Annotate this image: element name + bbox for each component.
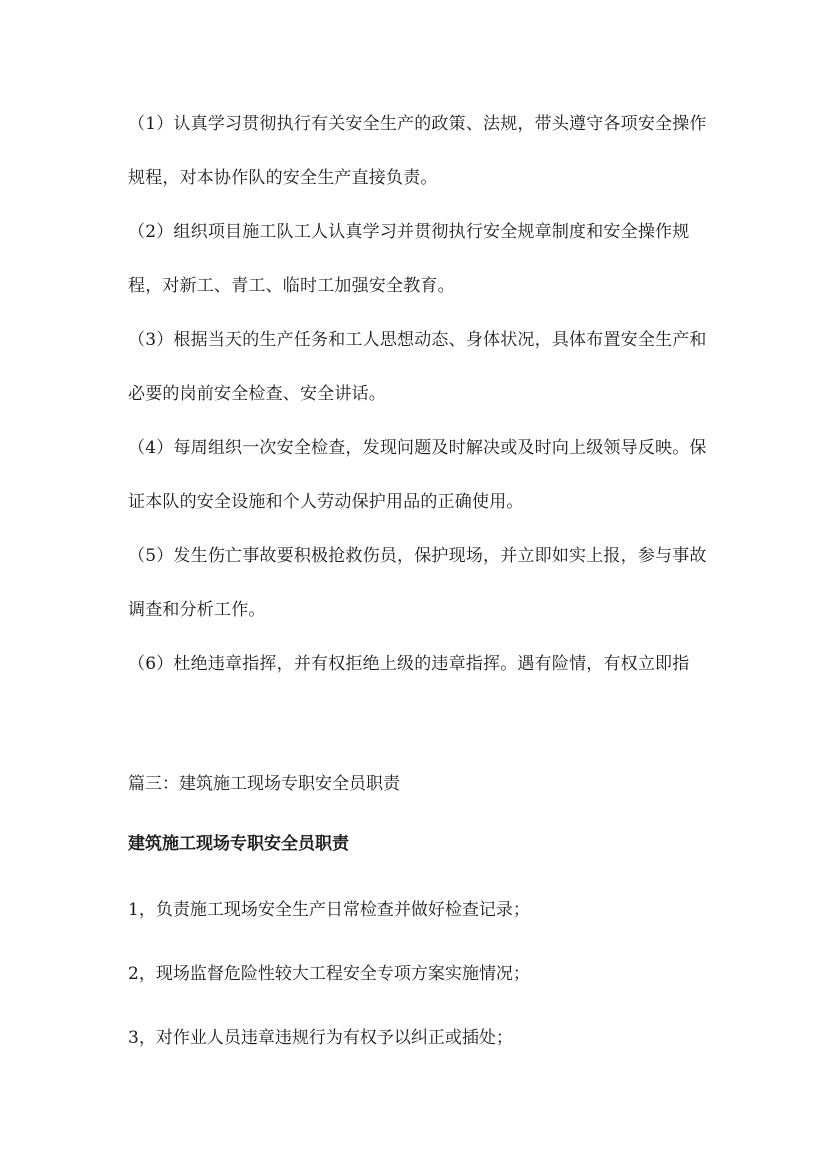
paragraph-2: （2）组织项目施工队工人认真学习并贯彻执行安全规章制度和安全操作规程，对新工、青工、临时工加强安全教育。 <box>128 222 690 296</box>
watermark <box>290 1066 369 1145</box>
paragraph-6: （6）杜绝违章指挥，并有权拒绝上级的违章指挥。遇有险情，有权立即指 <box>128 654 690 674</box>
list-item-3: 3，对作业人员违章违规行为有权予以纠正或插处； <box>128 1028 513 1048</box>
paragraph-5: （5）发生伤亡事故要积极抢救伤员，保护现场，并立即如实上报，参与事故调查和分析工作。 <box>128 546 707 620</box>
paragraph-3: （3）根据当天的生产任务和工人思想动态、身体状况，具体布置安全生产和必要的岗前安全检查、安全讲话。 <box>128 330 707 404</box>
list-item-1: 1，负责施工现场安全生产日常检查并做好检查记录； <box>128 900 530 920</box>
list-item-2: 2，现场监督危险性较大工程安全专项方案实施情况； <box>128 964 530 984</box>
paragraph-1: （1）认真学习贯彻执行有关安全生产的政策、法规，带头遵守各项安全操作规程，对本协作队的安全生产直接负责。 <box>128 114 707 188</box>
document-title: 建筑施工现场专职安全员职责 <box>128 834 349 854</box>
section-heading: 篇三：建筑施工现场专职安全员职责 <box>128 774 400 794</box>
paragraph-4: （4）每周组织一次安全检查，发现问题及时解决或及时向上级领导反映。保证本队的安全设施和个人劳动保护用品的正确使用。 <box>128 438 707 512</box>
